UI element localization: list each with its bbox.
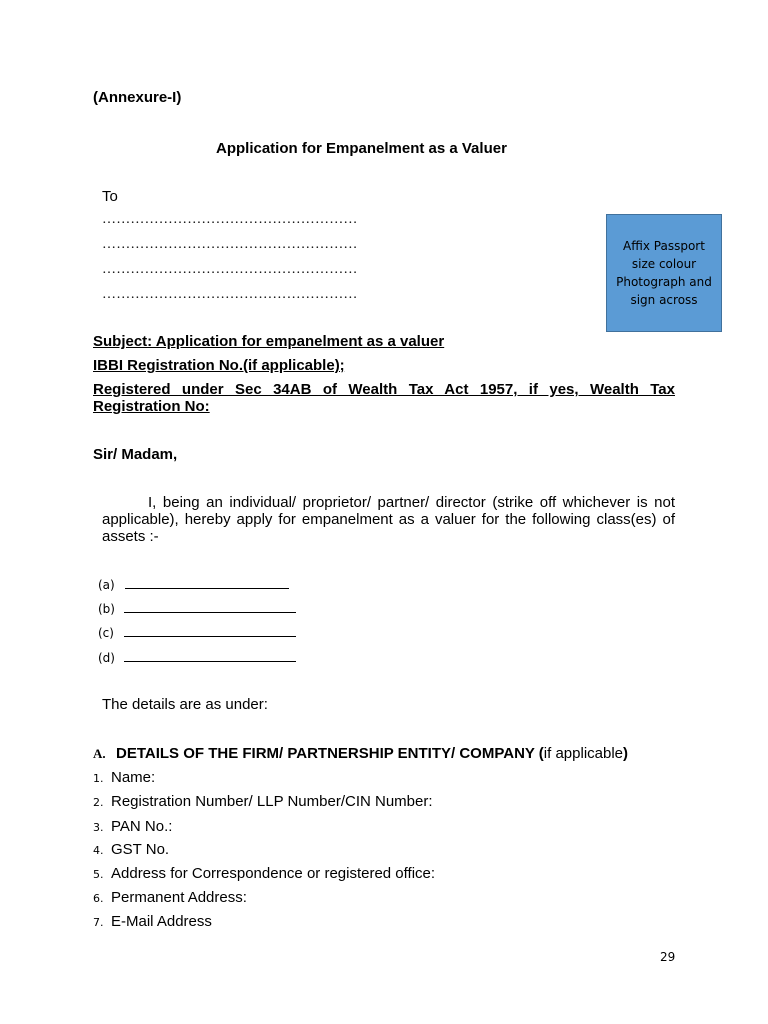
list-item — [93, 841, 169, 858]
body-text: assets :- — [102, 528, 159, 545]
list-item-number: 4. — [93, 844, 104, 857]
to-label: To — [102, 188, 118, 205]
asset-class-row — [98, 624, 296, 642]
body-text: I, being an individual/ proprietor/ partner/ director (strike off whichever is not — [148, 494, 675, 511]
section-a-note: if applicable — [543, 745, 624, 762]
salutation: Sir/ Madam, — [93, 446, 178, 463]
list-item-label: Name: — [111, 769, 156, 786]
page-number: 29 — [660, 950, 676, 964]
address-line: ……………………………………………… — [102, 262, 358, 277]
list-item-label: E-Mail Address — [111, 913, 212, 930]
list-item — [93, 818, 172, 835]
list-item-label: PAN No.: — [111, 818, 173, 835]
address-line: ……………………………………………… — [102, 237, 358, 252]
ibbi-registration: IBBI Registration No.(if applicable); — [93, 357, 345, 374]
photo-placeholder-box — [606, 214, 722, 332]
wealth-tax-line: Registered under Sec 34AB of Wealth Tax Act 1957, if yes, Wealth Tax — [93, 381, 675, 398]
asset-class-blank[interactable] — [124, 649, 296, 662]
asset-class-label: (c) — [98, 626, 114, 640]
address-line: ……………………………………………… — [102, 287, 358, 302]
list-item-label: GST No. — [111, 841, 170, 858]
section-a-title: DETAILS OF THE FIRM/ PARTNERSHIP ENTITY/ COMPANY ( — [116, 745, 544, 762]
asset-class-row — [98, 600, 296, 618]
list-item — [93, 865, 435, 882]
asset-class-blank[interactable] — [124, 624, 296, 637]
asset-class-label: (d) — [98, 651, 115, 665]
address-line: ……………………………………………… — [102, 212, 358, 227]
list-item-label: Registration Number/ LLP Number/CIN Number: — [111, 793, 433, 810]
list-item — [93, 913, 212, 930]
section-a-heading — [93, 745, 628, 762]
list-item-number: 6. — [93, 892, 104, 905]
asset-class-row — [98, 649, 296, 667]
asset-class-blank[interactable] — [125, 576, 289, 589]
list-item-label: Permanent Address: — [111, 889, 247, 906]
details-intro: The details are as under: — [102, 696, 268, 713]
wealth-tax-registration: Registration No: — [93, 398, 210, 415]
photo-instruction: Affix Passport size colour Photograph and sign across — [616, 239, 712, 307]
list-item — [93, 889, 247, 906]
list-item-number: 1. — [93, 772, 104, 785]
page-title: Application for Empanelment as a Valuer — [216, 140, 507, 157]
list-item — [93, 769, 155, 786]
list-item-number: 7. — [93, 916, 104, 929]
list-item-number: 3. — [93, 821, 104, 834]
asset-class-label: (a) — [98, 578, 115, 592]
asset-class-blank[interactable] — [124, 600, 296, 613]
section-a-close: ) — [623, 745, 629, 762]
subject-line: Subject: Application for empanelment as a valuer — [93, 333, 445, 350]
asset-class-label: (b) — [98, 602, 115, 616]
annexure-label: (Annexure-I) — [93, 89, 182, 106]
list-item — [93, 793, 433, 810]
list-item-number: 2. — [93, 796, 104, 809]
list-item-label: Address for Correspondence or registered office: — [111, 865, 436, 882]
section-a-letter: A. — [93, 746, 106, 761]
list-item-number: 5. — [93, 868, 104, 881]
asset-class-row — [98, 576, 289, 594]
body-text: applicable), hereby apply for empanelment as a valuer for the following class(es) of — [102, 511, 675, 528]
